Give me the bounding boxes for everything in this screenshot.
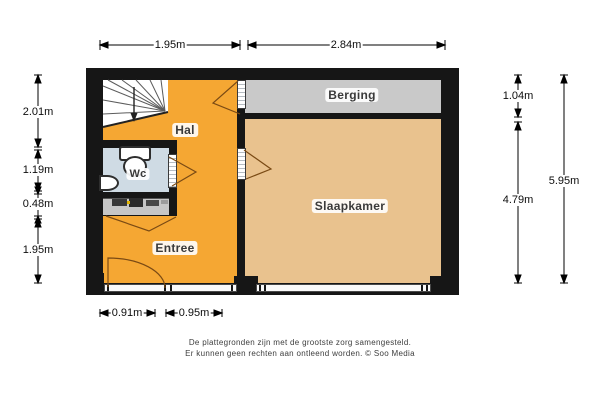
door-wc bbox=[168, 154, 177, 188]
meter-panel-icon bbox=[161, 200, 168, 204]
wall-interior-vertical bbox=[237, 80, 245, 283]
wall-right bbox=[441, 68, 459, 295]
dimension-left-2: 1.19m bbox=[22, 164, 54, 176]
window-divider bbox=[426, 285, 428, 291]
door-slaapkamer bbox=[237, 148, 246, 180]
disclaimer bbox=[0, 337, 600, 359]
window-divider bbox=[107, 285, 109, 291]
room-label-wc: Wc bbox=[126, 168, 149, 180]
wall-berging-divider bbox=[245, 113, 441, 119]
window-divider bbox=[259, 285, 261, 291]
corner-block-left bbox=[86, 273, 104, 295]
room-label-entree: Entree bbox=[152, 241, 197, 255]
window-entree bbox=[104, 284, 237, 292]
meter-panel-icon bbox=[129, 198, 143, 207]
room-label-hal: Hal bbox=[172, 123, 198, 137]
room-label-berging: Berging bbox=[325, 88, 378, 102]
dimension-bottom-1: 0.91m bbox=[111, 307, 143, 319]
dimension-top-2: 2.84m bbox=[330, 39, 362, 51]
dimension-left-1: 2.01m bbox=[22, 106, 54, 118]
room-label-slaapkamer: Slaapkamer bbox=[312, 199, 388, 213]
corner-block-middle bbox=[234, 276, 258, 295]
dimension-left-4: 1.95m bbox=[22, 244, 54, 256]
window-divider bbox=[170, 285, 172, 291]
window-divider bbox=[421, 285, 423, 291]
corner-block-right bbox=[430, 276, 459, 295]
window-divider bbox=[164, 285, 166, 291]
disclaimer-line-2: Er kunnen geen rechten aan ontleend worden. © Soo Media bbox=[185, 349, 415, 358]
dimension-top-1: 1.95m bbox=[154, 39, 186, 51]
window-divider bbox=[264, 285, 266, 291]
dimension-right-3: 5.95m bbox=[548, 175, 580, 187]
window-slaapkamer bbox=[256, 284, 431, 292]
meter-panel-icon bbox=[112, 199, 127, 206]
dimension-bottom-2: 0.95m bbox=[178, 307, 210, 319]
door-berging bbox=[237, 80, 246, 109]
dimension-right-2: 4.79m bbox=[502, 194, 534, 206]
dimension-left-3: 0.48m bbox=[22, 198, 54, 210]
meter-panel-icon bbox=[146, 200, 159, 206]
dimension-right-1: 1.04m bbox=[502, 90, 534, 102]
wall-top bbox=[86, 68, 459, 80]
disclaimer-line-1: De plattegronden zijn met de grootste zorg samengesteld. bbox=[188, 338, 412, 347]
meter-indicator-icon bbox=[127, 201, 130, 204]
window-divider bbox=[231, 285, 233, 291]
